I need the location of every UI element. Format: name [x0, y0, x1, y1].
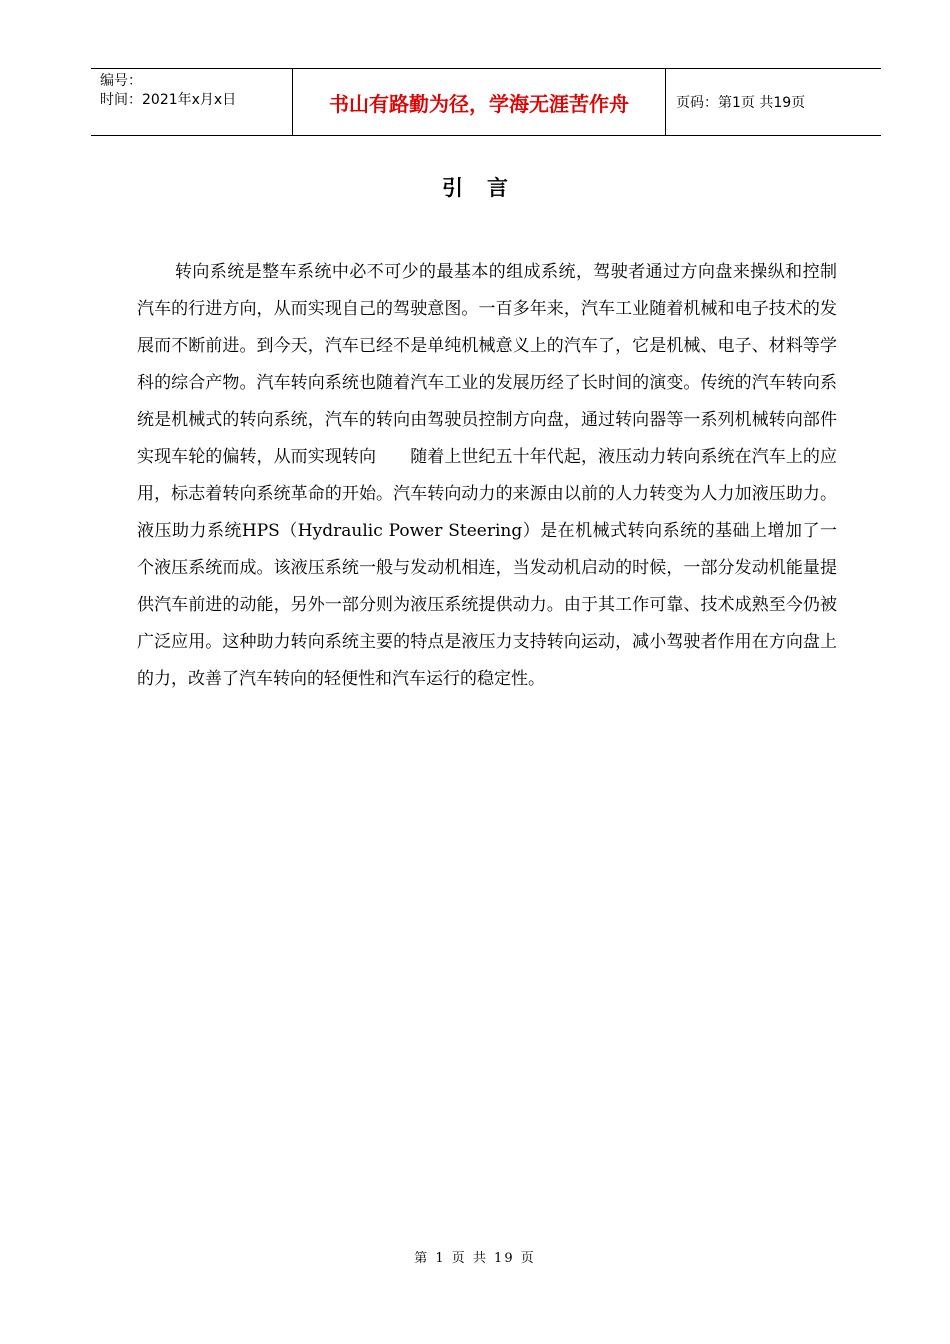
time-label: 时间：2021年x月x日 [100, 92, 237, 108]
serial-number-label: 编号： [100, 73, 142, 89]
header-motto-cell [293, 69, 666, 135]
header-meta-cell [91, 69, 293, 135]
motto-text: 书山有路勤为径，学海无涯苦作舟 [329, 91, 629, 116]
page-footer: 第 1 页 共 19 页 [414, 1251, 536, 1266]
document-title: 引言 [442, 175, 532, 200]
body-paragraph: 转向系统是整车系统中必不可少的最基本的组成系统，驾驶者通过方向盘来操纵和控制汽车的行进方向，从而实现自己的驾驶意图。一百多年来，汽车工业随着机械和电子技术的发展而不断前进。到今天，汽车已经不是单纯机械意义上的汽车了，它是机械、电子、材料等学科的综合产物。汽车转向系统也随着汽车工业的发展历经了长时间的演变。传统的汽车转向系统是机械式的转向系统，汽车的转向由驾驶员控制方向盘，通过转向器等一系列机械转向部件实现车轮的偏转，从而实现转向 随着上世纪五十年代起，液压动力转向系统在汽车上的应用，标志着转向系统革命的开始。汽车转向动力的来源由以前的人力转变为人力加液压助力。液压助力系统HPS（Hydraulic Power Steering）是在机械式转向系统的基础上增加了一个液压系统而成。该液压系统一般与发动机相连，当发动机启动的时候，一部分发动机能量提供汽车前进的动能，另外一部分则为液压系统提供动力。由于其工作可靠、技术成熟至今仍被广泛应用。这种助力转向系统主要的特点是液压力支持转向运动，减小驾驶者作用在方向盘上的力，改善了汽车转向的轻便性和汽车运行的稳定性。 [137, 262, 837, 689]
header-page-cell [666, 69, 881, 135]
page-header [91, 68, 881, 136]
page-info-text: 页码：第1页 共19页 [676, 95, 806, 111]
